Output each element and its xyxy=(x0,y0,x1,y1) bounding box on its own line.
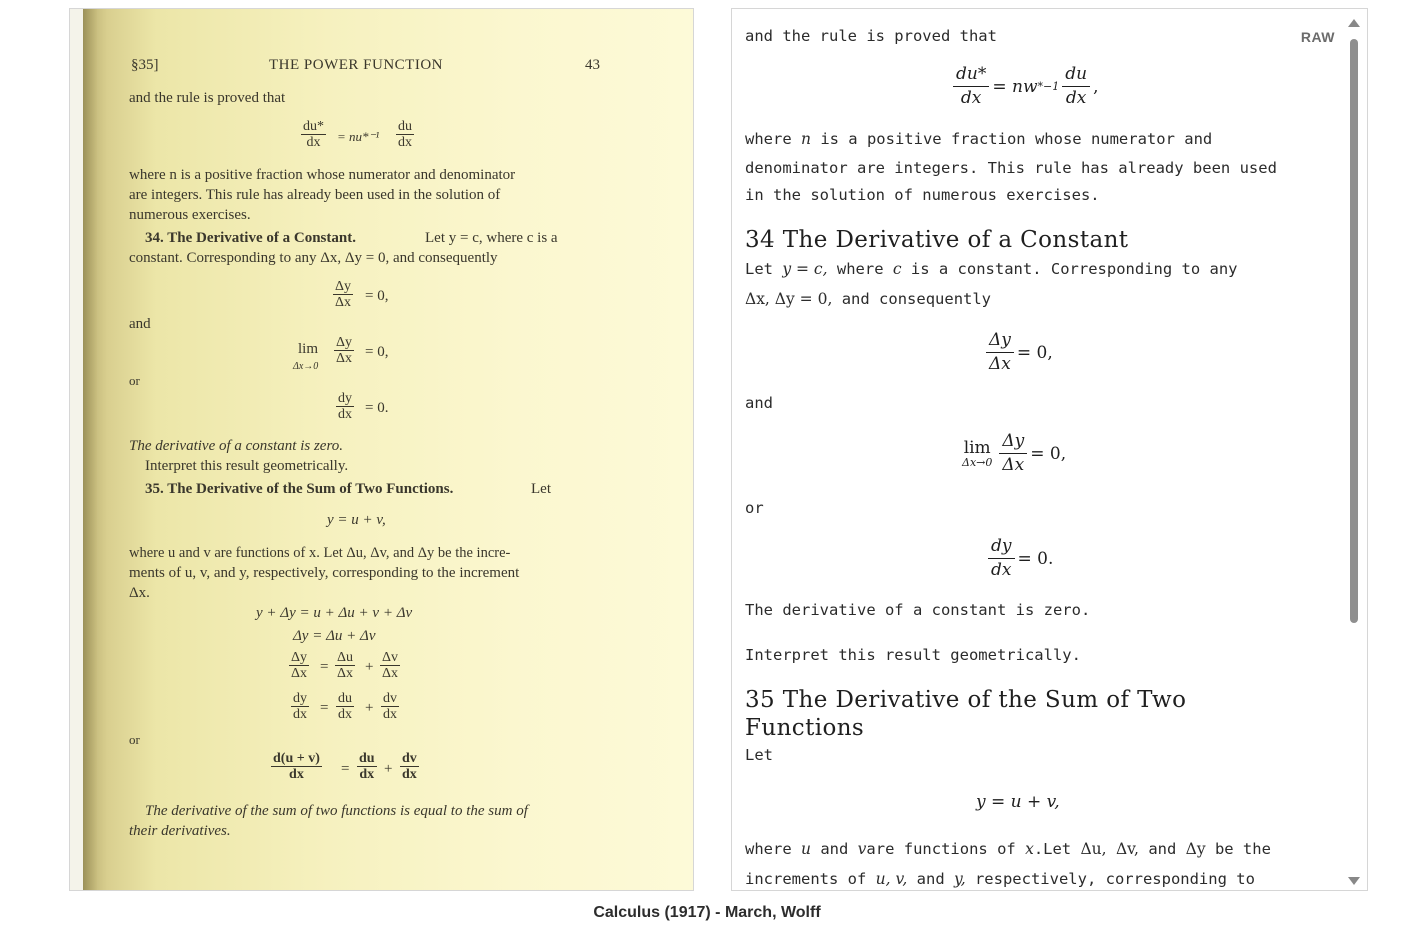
scan-word-or: or xyxy=(129,732,140,747)
scan-line: where n is a positive fraction whose numerator and denominator xyxy=(129,167,516,183)
formula-comma: , xyxy=(1093,76,1099,97)
scan-line: where u and v are functions of x. Let Δu, Δv, and Δy be the incre- xyxy=(129,545,511,561)
paragraph: where n is a positive fraction whose numerator and xyxy=(745,130,1213,148)
scan-eq: = 0. xyxy=(365,400,389,416)
frac-numerator: Δy xyxy=(986,331,1014,353)
formula-power-rule xyxy=(950,65,1098,108)
scan-word-and: and xyxy=(129,316,151,332)
scan-eq: = xyxy=(341,761,350,777)
formula-rhs: = 0, xyxy=(1030,443,1067,464)
scan-eq: + xyxy=(384,761,393,777)
paragraph: where u and vare functions of x.Let Δu, Δv, and Δy be the xyxy=(745,840,1271,858)
scan-formula-rule-mid: = nu*⁻¹ xyxy=(337,129,380,144)
paragraph: The derivative of a constant is zero. xyxy=(745,601,1091,619)
scan-eq: = xyxy=(320,700,329,716)
scrollbar-thumb[interactable] xyxy=(1350,39,1358,623)
scan-lim: lim xyxy=(298,341,319,357)
formula-exponent: *−1 xyxy=(1037,80,1060,93)
formula-sum: y = u + v, xyxy=(976,792,1060,812)
section-heading-35-cont: Functions xyxy=(745,715,865,741)
frac-denominator: dx xyxy=(1065,88,1087,108)
paragraph: Let xyxy=(745,746,773,764)
scan-line: numerous exercises. xyxy=(129,207,251,223)
frac-denominator: dx xyxy=(991,560,1012,580)
scanned-page-viewer xyxy=(69,8,694,891)
frac-numerator: dy xyxy=(988,537,1015,559)
lim-label: lim xyxy=(963,438,991,458)
raw-toggle-button[interactable]: RAW xyxy=(1300,29,1335,45)
scan-frac: dy dx xyxy=(338,391,352,422)
paragraph: denominator are integers. This rule has already been used xyxy=(745,159,1277,177)
frac-denominator: Δx xyxy=(989,354,1011,374)
frac-numerator: du* xyxy=(953,65,989,87)
scan-line: The derivative of a constant is zero. xyxy=(129,438,343,454)
word-and: and xyxy=(745,394,773,412)
scan-word-or: or xyxy=(129,373,140,388)
frac-denominator: dx xyxy=(960,88,982,108)
scan-frac: du dx xyxy=(338,691,352,722)
frac-numerator: Δy xyxy=(999,432,1027,454)
scroll-up-arrow-icon[interactable] xyxy=(1348,19,1360,27)
scan-frac: Δy Δx xyxy=(291,650,308,681)
vertical-scrollbar[interactable] xyxy=(1347,17,1361,885)
scan-section-34-title: 34. The Derivative of a Constant. xyxy=(145,230,356,246)
scan-lim-sub: Δx→0 xyxy=(293,361,319,372)
formula-rhs: = 0. xyxy=(1017,548,1054,569)
scan-frac: Δv Δx xyxy=(382,650,399,681)
scan-formula-rule-frac: du dx xyxy=(398,119,412,150)
section-heading-35: 35 The Derivative of the Sum of Two xyxy=(745,687,1187,713)
scan-line: Let y = c, where c is a xyxy=(425,230,558,246)
scan-eq: = xyxy=(320,659,329,675)
paragraph: in the solution of numerous exercises. xyxy=(745,186,1100,204)
rendered-text-panel xyxy=(731,8,1368,891)
scan-frac: du dx xyxy=(359,751,375,782)
scan-line: their derivatives. xyxy=(129,823,231,839)
scan-line: The derivative of the sum of two functions is equal to the sum of xyxy=(145,803,528,819)
scan-line: Δx. xyxy=(129,585,150,601)
scan-frac: Δu Δx xyxy=(337,650,354,681)
scan-eq: = 0, xyxy=(365,344,389,360)
scan-header-page: 43 xyxy=(585,57,600,73)
lim-subscript: Δx→0 xyxy=(962,456,993,469)
scan-eq-line: y + Δy = u + Δu + v + Δv xyxy=(256,605,413,621)
scan-header-title: THE POWER FUNCTION xyxy=(269,57,443,73)
word-or: or xyxy=(745,499,764,517)
scan-line: and the rule is proved that xyxy=(129,90,286,106)
scan-eq: + xyxy=(365,659,374,675)
scan-frac: d(u + v) dx xyxy=(273,751,320,782)
scan-line: constant. Corresponding to any Δx, Δy = 0, and consequently xyxy=(129,250,498,266)
scan-line: Interpret this result geometrically. xyxy=(145,458,349,474)
paragraph: Let y = c, where c is a constant. Corresponding to any xyxy=(745,260,1238,278)
paragraph: Interpret this result geometrically. xyxy=(745,646,1081,664)
scan-header-section: §35] xyxy=(131,57,159,73)
document-caption: Calculus (1917) - March, Wolff xyxy=(593,904,821,921)
scan-frac: Δy Δx xyxy=(335,279,352,310)
formula-derivative-zero xyxy=(985,537,1053,580)
formula-mid: = nw xyxy=(992,76,1038,97)
scan-frac: dv dx xyxy=(383,691,397,722)
scroll-down-arrow-icon[interactable] xyxy=(1348,877,1360,885)
formula-limit xyxy=(962,432,1066,475)
section-heading-34: 34 The Derivative of a Constant xyxy=(745,227,1129,253)
paragraph: increments of u, v, and y, respectively, corresponding to xyxy=(745,870,1255,888)
scan-eq-sum: y = u + v, xyxy=(327,512,386,528)
scanned-page-image xyxy=(83,9,694,891)
scan-section-35-title: 35. The Derivative of the Sum of Two Functions. xyxy=(145,481,454,497)
paragraph: Δx, Δy = 0, and consequently xyxy=(745,290,992,308)
frac-denominator: Δx xyxy=(1002,455,1025,475)
scan-frac: Δy Δx xyxy=(336,335,353,366)
scan-line: are integers. This rule has already been used in the solution of xyxy=(129,187,501,203)
scan-frac: dy dx xyxy=(293,691,307,722)
paragraph: and the rule is proved that xyxy=(745,27,997,45)
scan-eq: + xyxy=(365,700,374,716)
scan-frac: dv dx xyxy=(402,751,417,782)
formula-rhs: = 0, xyxy=(1016,342,1053,363)
scan-formula-rule: du* dx xyxy=(303,119,324,150)
frac-numerator: du xyxy=(1062,65,1090,87)
scan-line: Let xyxy=(531,481,551,497)
scan-line: ments of u, v, and y, respectively, corresponding to the increment xyxy=(129,565,520,581)
scan-eq: = 0, xyxy=(365,288,389,304)
scan-eq-line: Δy = Δu + Δv xyxy=(293,628,376,644)
formula-delta-ratio xyxy=(983,331,1053,374)
